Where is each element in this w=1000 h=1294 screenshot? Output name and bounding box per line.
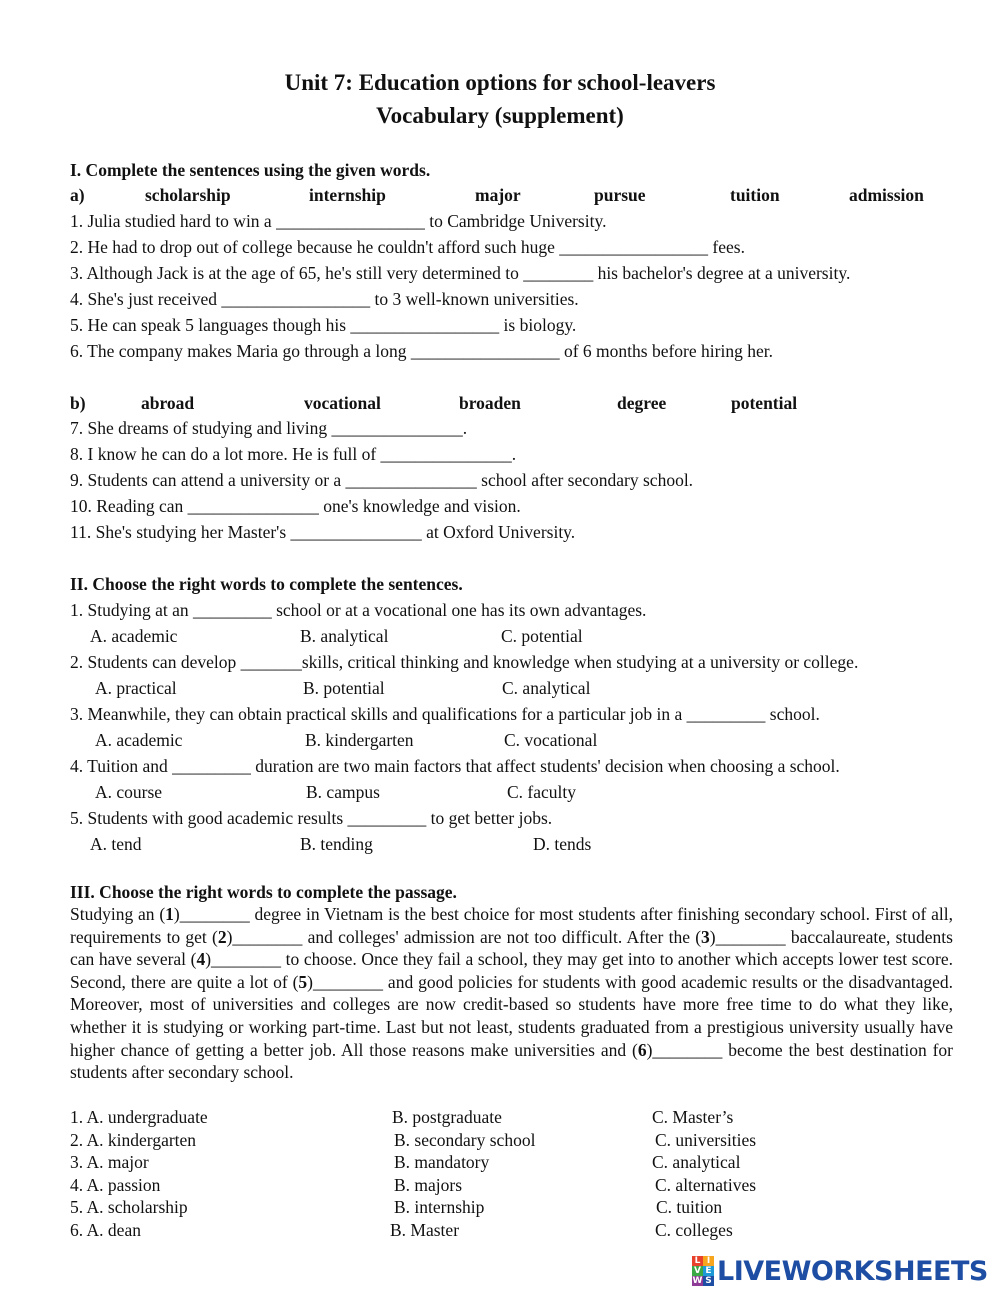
mc-option: C. analytical bbox=[502, 678, 591, 698]
word-bank-a-word: pursue bbox=[594, 185, 646, 205]
mc-option: A. practical bbox=[95, 678, 177, 698]
mc-option: C. vocational bbox=[504, 730, 598, 750]
word-bank-a-word: internship bbox=[309, 185, 386, 205]
part2-heading: II. Choose the right words to complete the sentences. bbox=[70, 574, 463, 594]
blank-number: 5 bbox=[298, 971, 308, 992]
word-bank-a-word: tuition bbox=[730, 185, 780, 205]
word-bank-b-word: broaden bbox=[459, 393, 521, 413]
mc-question-3: 3. Meanwhile, they can obtain practical skills and qualifications for a particular job in a _________ school. bbox=[70, 704, 820, 724]
passage bbox=[70, 903, 953, 1084]
liveworksheets-logo-text: LIVEWORKSHEETS bbox=[717, 1255, 988, 1287]
sentence-b9: 9. Students can attend a university or a _______________ school after secondary school. bbox=[70, 470, 694, 490]
answer-option: B. secondary school bbox=[394, 1130, 536, 1150]
logo-mark-tile: L bbox=[692, 1256, 703, 1266]
answer-option: 1. A. undergraduate bbox=[70, 1107, 208, 1127]
logo-mark-tile: W bbox=[692, 1276, 703, 1286]
passage-text: )________ to choose. Once they fail a school, they may get into to another which accepts lower test score. Second, there are quite a lot of ( bbox=[70, 949, 954, 992]
mc-option: A. academic bbox=[90, 626, 178, 646]
answer-option: 5. A. scholarship bbox=[70, 1197, 188, 1217]
mc-option: B. campus bbox=[306, 782, 380, 802]
passage-text: )________ degree in Vietnam is the best choice for most students after finishing secondary school. First of all, requirements to get ( bbox=[70, 904, 953, 947]
word-bank-a-word: scholarship bbox=[145, 185, 231, 205]
answer-option: C. analytical bbox=[652, 1152, 741, 1172]
answer-option: C. Master’s bbox=[652, 1107, 734, 1127]
sentence-a3: 3. Although Jack is at the age of 65, he's still very determined to ________ his bachelor's degree at a university. bbox=[70, 263, 851, 283]
sentence-a1: 1. Julia studied hard to win a _________________ to Cambridge University. bbox=[70, 211, 607, 231]
blank-number: 4 bbox=[196, 949, 206, 970]
part1-heading: I. Complete the sentences using the given words. bbox=[70, 160, 431, 180]
mc-question-4: 4. Tuition and _________ duration are two main factors that affect students' decision when choosing a school. bbox=[70, 756, 840, 776]
mc-option: A. tend bbox=[90, 834, 142, 854]
sentence-a6: 6. The company makes Maria go through a long _________________ of 6 months before hiring her. bbox=[70, 341, 773, 361]
mc-question-5: 5. Students with good academic results _________ to get better jobs. bbox=[70, 808, 553, 828]
mc-option: C. potential bbox=[501, 626, 583, 646]
mc-option: B. analytical bbox=[300, 626, 389, 646]
mc-option: A. course bbox=[95, 782, 163, 802]
answer-option: B. postgraduate bbox=[392, 1107, 502, 1127]
sentence-a5: 5. He can speak 5 languages though his _________________ is biology. bbox=[70, 315, 577, 335]
mc-question-1: 1. Studying at an _________ school or at a vocational one has its own advantages. bbox=[70, 600, 647, 620]
blank-number: 1 bbox=[165, 904, 174, 924]
word-bank-b-word: degree bbox=[617, 393, 667, 413]
answer-option: B. Master bbox=[390, 1220, 460, 1240]
word-bank-b-word: vocational bbox=[304, 393, 381, 413]
answer-option: 3. A. major bbox=[70, 1152, 149, 1172]
word-bank-b-label: b) bbox=[70, 393, 86, 413]
word-bank-b-word: abroad bbox=[141, 393, 195, 413]
sentence-b8: 8. I know he can do a lot more. He is full of _______________. bbox=[70, 444, 517, 464]
mc-option: B. potential bbox=[303, 678, 385, 698]
answer-option: C. colleges bbox=[655, 1220, 733, 1240]
answer-option: B. majors bbox=[394, 1175, 463, 1195]
answer-option: C. tuition bbox=[656, 1197, 723, 1217]
answer-option: C. universities bbox=[655, 1130, 757, 1150]
mc-option: D. tends bbox=[533, 834, 592, 854]
logo-mark-tile: I bbox=[703, 1256, 714, 1266]
sentence-a2: 2. He had to drop out of college because he couldn't afford such huge _________________ fees. bbox=[70, 237, 745, 257]
mc-question-2: 2. Students can develop _______skills, critical thinking and knowledge when studying at a university or college. bbox=[70, 652, 859, 672]
logo-mark-tile: E bbox=[703, 1266, 714, 1276]
answer-option: 2. A. kindergarten bbox=[70, 1130, 197, 1150]
mc-option: B. kindergarten bbox=[305, 730, 414, 750]
passage-text: )________ become the best destination for students after secondary school. bbox=[70, 1039, 953, 1083]
blank-number: 2 bbox=[217, 926, 227, 947]
mc-option: A. academic bbox=[95, 730, 183, 750]
answer-option: 6. A. dean bbox=[70, 1220, 141, 1240]
unit-subtitle: Vocabulary (supplement) bbox=[376, 103, 624, 128]
passage-text: )________ baccalaureate, students can have several ( bbox=[70, 926, 953, 970]
passage-text: )________ and good policies for students with good academic results or the disadvantaged. Moreover, most of universities and colleges are now credit-based so students have more free time to do what they like, whether it is studying or working part-time. Last but not least, students graduated from a prestigious university usually have higher chance of getting a better job. All those reasons make universities and ( bbox=[70, 971, 953, 1060]
sentence-b7: 7. She dreams of studying and living _______________. bbox=[70, 418, 468, 438]
liveworksheets-logo[interactable] bbox=[692, 1254, 988, 1288]
blank-number: 6 bbox=[637, 1039, 647, 1060]
mc-option: C. faculty bbox=[507, 782, 577, 802]
liveworksheets-logo-icon bbox=[692, 1256, 714, 1286]
answer-option: 4. A. passion bbox=[70, 1175, 161, 1195]
sentence-a4: 4. She's just received _________________ to 3 well-known universities. bbox=[70, 289, 579, 309]
word-bank-a-word: major bbox=[475, 185, 521, 205]
sentence-b10: 10. Reading can _______________ one's knowledge and vision. bbox=[70, 496, 521, 516]
word-bank-a-label: a) bbox=[70, 185, 85, 205]
word-bank-a-word: admission bbox=[849, 185, 924, 205]
blank-number: 3 bbox=[701, 926, 710, 947]
answer-option: C. alternatives bbox=[655, 1175, 757, 1195]
answer-option: B. internship bbox=[394, 1197, 485, 1217]
unit-title: Unit 7: Education options for school-leavers bbox=[284, 70, 716, 95]
logo-mark-tile: S bbox=[703, 1276, 714, 1286]
word-bank-b-word: potential bbox=[731, 393, 798, 413]
answer-option: B. mandatory bbox=[394, 1152, 490, 1172]
part3-heading: III. Choose the right words to complete the passage. bbox=[70, 882, 457, 902]
mc-option: B. tending bbox=[300, 834, 373, 854]
logo-mark-tile: V bbox=[692, 1266, 703, 1276]
sentence-b11: 11. She's studying her Master's _______________ at Oxford University. bbox=[70, 522, 576, 542]
passage-text: )________ and colleges' admission are not too difficult. After the ( bbox=[226, 926, 702, 947]
passage-text: Studying an ( bbox=[70, 904, 166, 924]
